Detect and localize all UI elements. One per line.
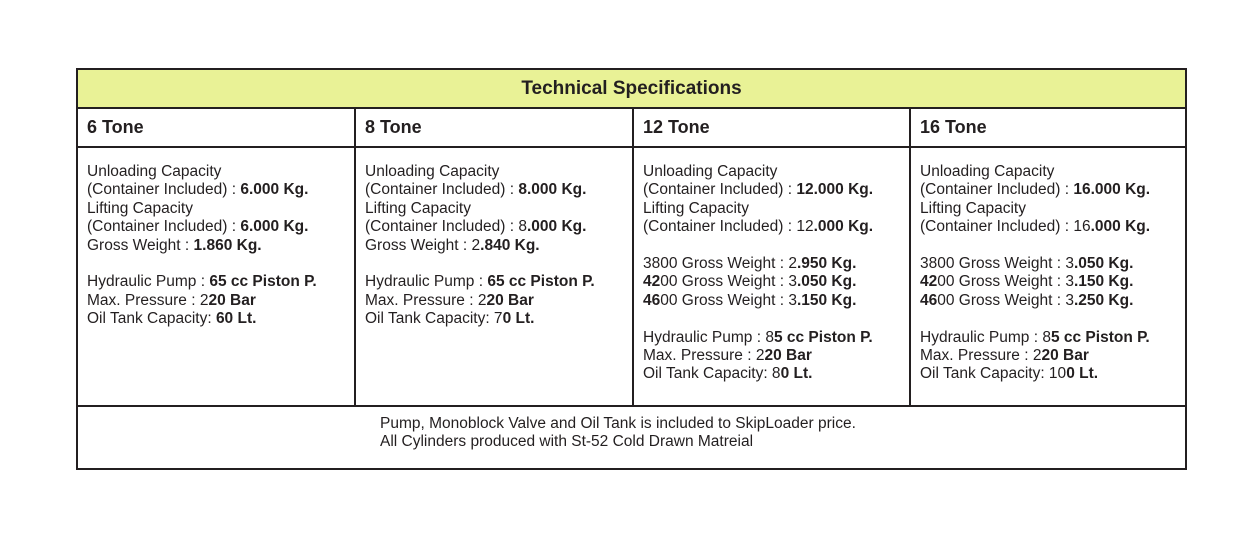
- footer-note: All Cylinders produced with St-52 Cold Drawn Matreial: [380, 433, 754, 451]
- spec-line: [643, 347, 909, 365]
- spec-line: [87, 218, 354, 236]
- spec-value: 20 Bar: [208, 291, 256, 309]
- spec-line: [87, 181, 354, 199]
- spec-value: 0 Lt.: [502, 310, 535, 328]
- spec-label: (Container Included) :: [87, 181, 241, 199]
- spec-label: Lifting Capacity: [920, 199, 1026, 217]
- spec-value: .000 Kg.: [813, 218, 874, 236]
- spec-label: (Container Included) :: [87, 218, 241, 236]
- column-header-16-tone: 16 Tone: [920, 117, 987, 137]
- spec-value: 46: [643, 291, 661, 309]
- spec-label: 00 Gross Weight : 3: [660, 273, 797, 291]
- spec-label: Oil Tank Capacity:: [87, 310, 216, 328]
- spec-value: 1.860 Kg.: [193, 236, 262, 254]
- spec-line: [87, 292, 354, 310]
- spec-label: (Container Included) : 8: [365, 218, 527, 236]
- spec-label: Hydraulic Pump :: [87, 273, 210, 291]
- spec-value: 46: [920, 291, 938, 309]
- spec-value: 0 Lt.: [1066, 365, 1099, 383]
- spec-label: Oil Tank Capacity: 7: [365, 310, 503, 328]
- spec-label: Gross Weight : 2: [365, 236, 481, 254]
- spec-label: 3800 Gross Weight : 2: [643, 255, 797, 273]
- spec-label: Lifting Capacity: [365, 199, 471, 217]
- spec-line: [920, 200, 1185, 218]
- spec-cell-16-tone: [911, 148, 1185, 405]
- spec-label: (Container Included) : 12: [643, 218, 814, 236]
- spec-spacer: [920, 237, 1185, 255]
- spec-value: 0 Lt.: [780, 365, 813, 383]
- spec-label: Max. Pressure : 2: [87, 291, 209, 309]
- spec-line: [643, 292, 909, 310]
- spec-value: 60 Lt.: [215, 310, 257, 328]
- spec-line: [643, 200, 909, 218]
- spec-line: [643, 181, 909, 199]
- spec-label: Lifting Capacity: [87, 199, 193, 217]
- header-row: [78, 109, 1185, 148]
- spec-label: Oil Tank Capacity: 10: [920, 365, 1067, 383]
- spec-label: 00 Gross Weight : 3: [660, 291, 797, 309]
- spec-line: [87, 310, 354, 328]
- spec-line: [920, 273, 1185, 291]
- spec-value: 42: [920, 273, 938, 291]
- spec-value: .000 Kg.: [526, 218, 587, 236]
- spec-line: [643, 218, 909, 236]
- spec-label: (Container Included) : 16: [920, 218, 1091, 236]
- column-header-6-tone: 6 Tone: [78, 109, 356, 146]
- spec-value: 6.000 Kg.: [240, 181, 309, 199]
- spec-spacer: [87, 255, 354, 273]
- spec-value: 16.000 Kg.: [1073, 181, 1151, 199]
- spec-line: [920, 292, 1185, 310]
- spec-label: Hydraulic Pump :: [365, 273, 488, 291]
- spec-label: Hydraulic Pump : 8: [643, 328, 774, 346]
- spec-label: (Container Included) :: [365, 181, 519, 199]
- spec-line: [87, 200, 354, 218]
- spec-value: .250 Kg.: [1073, 291, 1134, 309]
- spec-label: Unloading Capacity: [920, 163, 1055, 180]
- spec-line: [643, 273, 909, 291]
- spec-value: 6.000 Kg.: [240, 218, 309, 236]
- spec-line: [643, 163, 909, 181]
- spec-line: [87, 237, 354, 255]
- spec-line: [87, 273, 354, 291]
- spec-value: .150 Kg.: [796, 291, 857, 309]
- spec-line: [365, 273, 632, 291]
- spec-line: [365, 310, 632, 328]
- spec-cell-8-tone: [356, 148, 634, 405]
- spec-line: [643, 365, 909, 383]
- spec-line: [920, 365, 1185, 383]
- footer-note: Pump, Monoblock Valve and Oil Tank is included to SkipLoader price.: [380, 415, 856, 432]
- spec-value: .050 Kg.: [796, 273, 857, 291]
- spec-value: 5 cc Piston P.: [1050, 328, 1150, 346]
- spec-spacer: [920, 310, 1185, 328]
- spec-label: (Container Included) :: [920, 181, 1074, 199]
- spec-line: [920, 255, 1185, 273]
- spec-label: Oil Tank Capacity: 8: [643, 365, 781, 383]
- spec-line: [365, 200, 632, 218]
- spec-line: [643, 255, 909, 273]
- spec-line: [643, 329, 909, 347]
- spec-spacer: [643, 237, 909, 255]
- spec-label: Gross Weight :: [87, 236, 194, 254]
- spec-line: [365, 163, 632, 181]
- spec-line: [365, 181, 632, 199]
- spec-line: [920, 163, 1185, 181]
- spec-spacer: [365, 255, 632, 273]
- spec-value: 20 Bar: [1041, 347, 1089, 365]
- spec-line: [365, 292, 632, 310]
- spec-label: Lifting Capacity: [643, 199, 749, 217]
- column-header-8-tone: 8 Tone: [356, 109, 634, 146]
- spec-label: 00 Gross Weight : 3: [937, 291, 1074, 309]
- footer-notes: [78, 407, 1185, 468]
- spec-label: Max. Pressure : 2: [920, 347, 1042, 365]
- spec-label: Unloading Capacity: [365, 163, 500, 180]
- spec-line: [920, 347, 1185, 365]
- spec-value: 12.000 Kg.: [796, 181, 874, 199]
- spec-label: Unloading Capacity: [87, 163, 222, 180]
- spec-label: Max. Pressure : 2: [643, 347, 765, 365]
- spec-line: [920, 181, 1185, 199]
- spec-cell-6-tone: [78, 148, 356, 405]
- spec-value: 20 Bar: [764, 347, 812, 365]
- spec-value: .840 Kg.: [480, 236, 540, 254]
- column-header-12-tone: 12 Tone: [634, 109, 911, 146]
- spec-spacer: [643, 310, 909, 328]
- spec-value: 65 cc Piston P.: [487, 273, 595, 291]
- spec-label: 00 Gross Weight : 3: [937, 273, 1074, 291]
- spec-line: [87, 163, 354, 181]
- spec-value: 65 cc Piston P.: [209, 273, 317, 291]
- spec-label: Hydraulic Pump : 8: [920, 328, 1051, 346]
- technical-specifications-table: [76, 68, 1187, 470]
- specs-row: [78, 148, 1185, 407]
- table-title: Technical Specifications: [78, 70, 1185, 109]
- spec-line: [920, 218, 1185, 236]
- spec-line: [920, 329, 1185, 347]
- spec-cell-12-tone: [634, 148, 911, 405]
- spec-line: [365, 237, 632, 255]
- spec-value: 42: [643, 273, 661, 291]
- spec-label: Unloading Capacity: [643, 163, 778, 180]
- spec-value: .150 Kg.: [1073, 273, 1134, 291]
- spec-label: (Container Included) :: [643, 181, 797, 199]
- spec-value: 5 cc Piston P.: [773, 328, 873, 346]
- spec-value: .000 Kg.: [1090, 218, 1151, 236]
- spec-line: [365, 218, 632, 236]
- spec-value: 8.000 Kg.: [518, 181, 587, 199]
- spec-value: .950 Kg.: [796, 255, 857, 273]
- spec-label: Max. Pressure : 2: [365, 291, 487, 309]
- spec-value: .050 Kg.: [1073, 255, 1134, 273]
- spec-value: 20 Bar: [486, 291, 534, 309]
- spec-label: 3800 Gross Weight : 3: [920, 255, 1074, 273]
